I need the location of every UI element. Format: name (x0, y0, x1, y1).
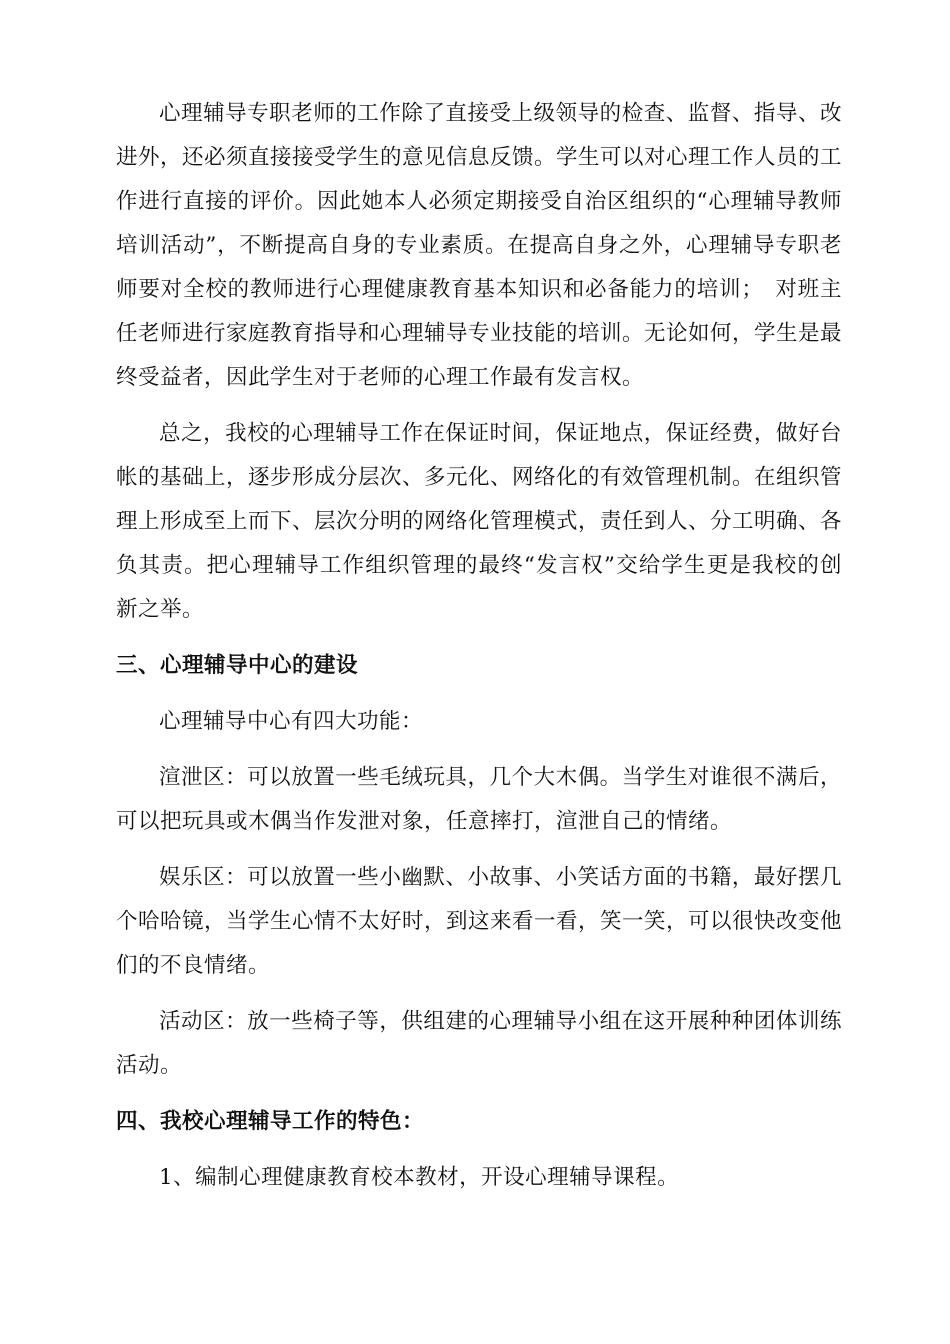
paragraph-teacher-work: 心理辅导专职老师的工作除了直接受上级领导的检查、监督、指导、改进外，还必须直接接受学生的意见信息反馈。学生可以对心理工作人员的工作进行直接的评价。因此她本人必须定期接受自治区组织的“心理辅导教师培训活动”，不断提高自身的专业素质。在提高自身之外，心理辅导专职老师要对全校的教师进行心理健康教育基本知识和必备能力的培训； 对班主任老师进行家庭教育指导和心理辅导专业技能的培训。无论如何，学生是最终受益者，因此学生对于老师的心理工作最有发言权。 (116, 101, 843, 390)
paragraph-summary: 总之，我校的心理辅导工作在保证时间，保证地点，保证经费，做好台帐的基础上，逐步形成分层次、多元化、网络化的有效管理机制。在组织管理上形成至上而下、层次分明的网络化管理模式，责任到人、分工明确、各负其责。把心理辅导工作组织管理的最终“发言权”交给学生更是我校的创新之举。 (116, 421, 843, 622)
paragraph-venting-area: 渲泄区：可以放置一些毛绒玩具，几个大木偶。当学生对谁很不满后，可以把玩具或木偶当作发泄对象，任意摔打，渲泄自己的情绪。 (116, 765, 842, 834)
section-heading-features: 四、我校心理辅导工作的特色： (116, 1109, 425, 1134)
paragraph-feature-1: 1、编制心理健康教育校本教材，开设心理辅导课程。 (159, 1165, 680, 1190)
paragraph-four-functions: 心理辅导中心有四大功能： (159, 709, 424, 734)
paragraph-entertainment-area: 娱乐区：可以放置一些小幽默、小故事、小笑话方面的书籍，最好摆几个哈哈镜，当学生心情不太好时，到这来看一看，笑一笑，可以很快改变他们的不良情绪。 (116, 865, 843, 978)
section-heading-center-construction: 三、心理辅导中心的建设 (116, 653, 359, 678)
document-page (116, 92, 842, 1200)
paragraph-activity-area: 活动区：放一些椅子等，供组建的心理辅导小组在这开展种种团体训练活动。 (116, 1009, 842, 1078)
